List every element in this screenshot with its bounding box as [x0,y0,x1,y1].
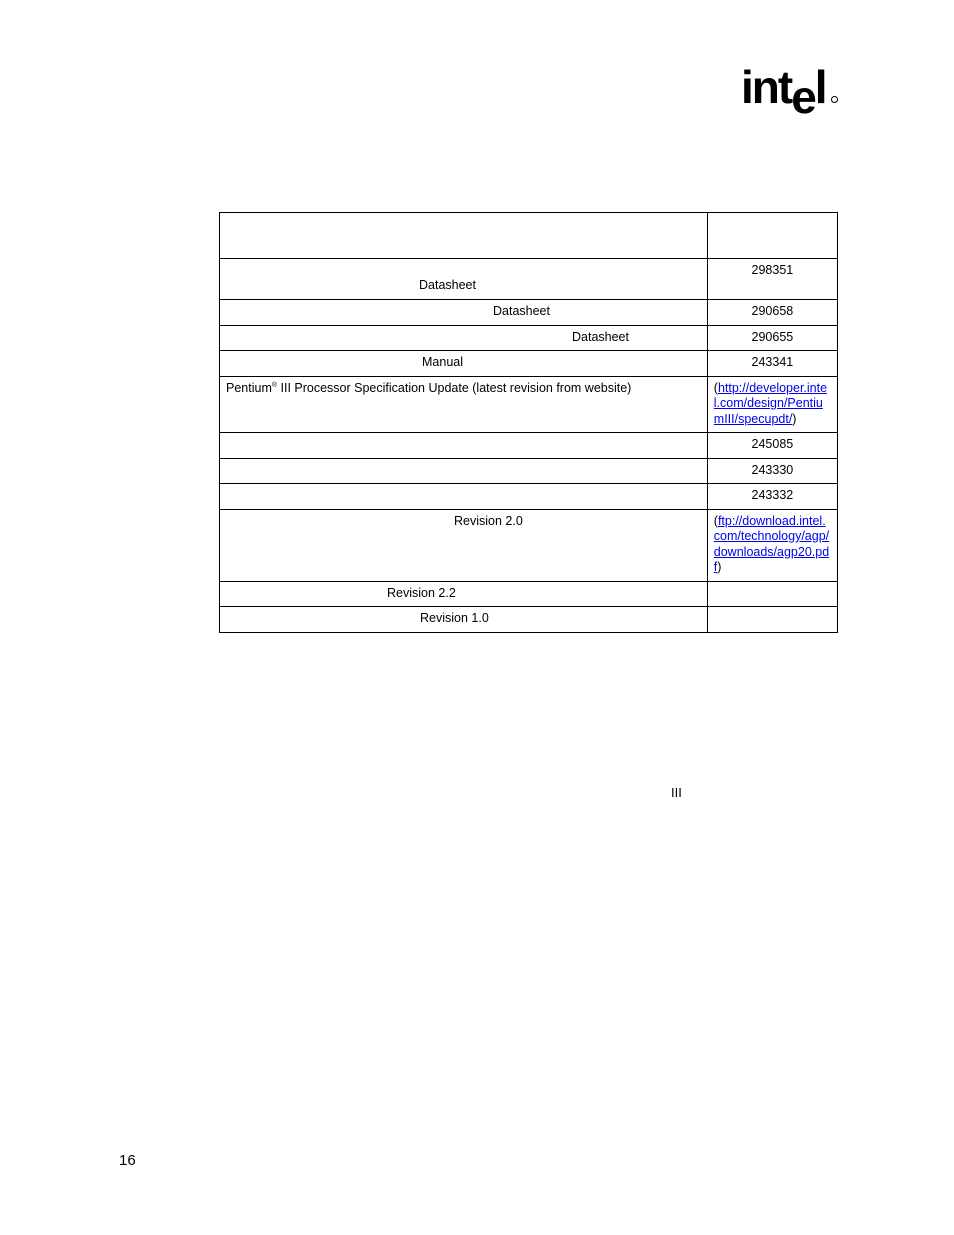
document-cell [220,351,708,377]
document-cell [220,509,708,581]
registered-mark-icon [831,96,838,103]
agp-spec-link[interactable]: ftp://download.intel.com/technology/agp/downloads/agp20.pdf [713,513,830,574]
document-title: Revision 2.0 [454,513,523,528]
document-title-suffix: III Processor Specification Update (latest revision from website) [277,380,632,395]
order-number-cell [707,581,837,607]
document-cell [220,376,708,433]
paren-open: ( [713,380,718,395]
document-cell [220,433,708,459]
table-row [220,581,838,607]
table-row [220,607,838,633]
order-number-cell: 243332 [707,484,837,510]
order-number-cell: 243330 [707,458,837,484]
table-row [220,484,838,510]
document-title: Revision 2.2 [387,585,456,600]
registered-trademark: ® [271,381,278,389]
table-row [220,351,838,377]
document-cell [220,484,708,510]
header-number-cell [707,213,837,259]
table-row [220,376,838,433]
order-number-cell [707,376,837,433]
document-title: Datasheet [572,329,629,344]
intel-logo [741,60,826,123]
table-row [220,458,838,484]
paren-close: ) [792,411,797,426]
order-number-cell: 290655 [707,325,837,351]
document-title-prefix: Pentium [226,380,272,395]
table-row [220,509,838,581]
document-cell [220,300,708,326]
logo-text-e: e [791,71,815,123]
table-row [220,433,838,459]
order-number-cell: 290658 [707,300,837,326]
order-number-cell [707,509,837,581]
document-cell [220,259,708,300]
table-row [220,300,838,326]
table-row [220,259,838,300]
document-cell [220,325,708,351]
document-cell [220,581,708,607]
logo-text-int: int [741,61,792,113]
paren-open: ( [713,513,718,528]
table-row [220,325,838,351]
order-number-cell: 243341 [707,351,837,377]
document-title: Datasheet [493,304,550,318]
order-number-cell [707,607,837,633]
paren-close: ) [717,560,722,574]
spec-update-link[interactable]: http://developer.intel.com/design/PentiumIII/specupdt/ [713,380,828,426]
body-text-fragment: III [671,785,682,800]
reference-documents-table [219,212,838,633]
document-title: Revision 1.0 [420,611,489,625]
document-title: Datasheet [419,278,476,292]
logo-text-l: l [814,61,826,113]
table-header-row [220,213,838,259]
document-cell [220,607,708,633]
document-cell [220,458,708,484]
page-number: 16 [119,1152,136,1169]
order-number-cell: 245085 [707,433,837,459]
order-number-cell: 298351 [707,259,837,300]
document-title: Manual [422,355,463,369]
header-document-cell [220,213,708,259]
